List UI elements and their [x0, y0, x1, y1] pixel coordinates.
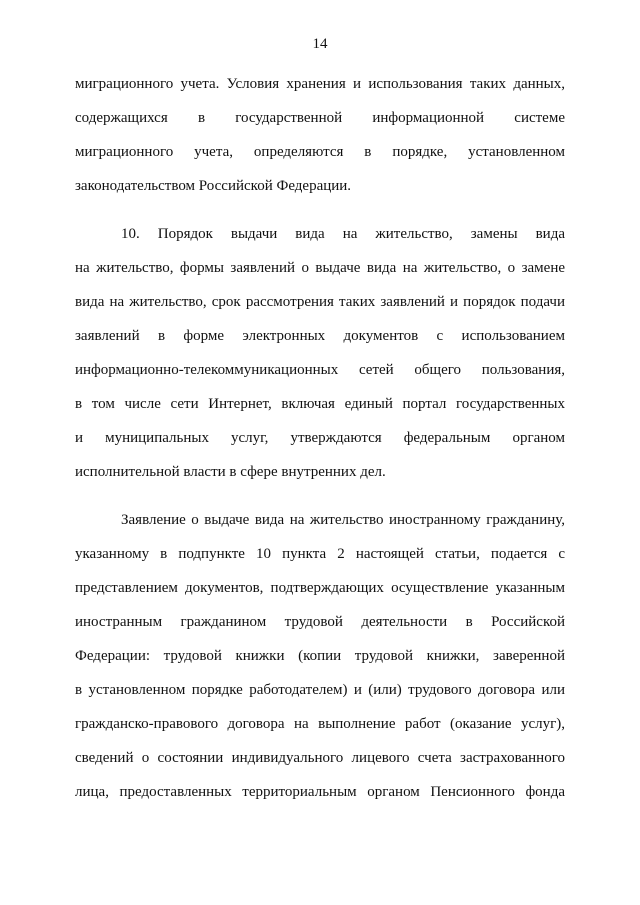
- text-line: сведений о состоянии индивидуального лицевого счета застрахованного: [75, 750, 565, 766]
- document-body: [75, 67, 565, 809]
- paragraph: [75, 217, 565, 489]
- text-line: информационно-телекоммуникационных сетей общего пользования,: [75, 362, 565, 378]
- text-line: указанному в подпункте 10 пункта 2 настоящей статьи, подается с: [75, 546, 565, 562]
- text-line: 10. Порядок выдачи вида на жительство, замены вида: [121, 226, 565, 242]
- text-line: законодательством Российской Федерации.: [75, 178, 352, 194]
- paragraph: [75, 67, 565, 203]
- text-line: содержащихся в государственной информационной системе: [75, 110, 565, 126]
- text-line: представлением документов, подтверждающих осуществление указанным: [75, 580, 565, 596]
- text-line: Федерации: трудовой книжки (копии трудовой книжки, заверенной: [75, 648, 565, 664]
- text-line: в установленном порядке работодателем) и (или) трудового договора или: [75, 682, 565, 698]
- text-line: исполнительной власти в сфере внутренних дел.: [75, 464, 386, 480]
- text-line: вида на жительство, срок рассмотрения таких заявлений и порядок подачи: [75, 294, 565, 310]
- text-line: миграционного учета. Условия хранения и использования таких данных,: [75, 76, 565, 92]
- text-line: на жительство, формы заявлений о выдаче вида на жительство, о замене: [75, 260, 565, 276]
- text-line: лица, предоставленных территориальным органом Пенсионного фонда: [75, 784, 565, 800]
- text-line: гражданско-правового договора на выполнение работ (оказание услуг),: [75, 716, 565, 732]
- text-line: Заявление о выдаче вида на жительство иностранному гражданину,: [121, 512, 565, 528]
- text-line: заявлений в форме электронных документов с использованием: [75, 328, 565, 344]
- text-line: иностранным гражданином трудовой деятельности в Российской: [75, 614, 565, 630]
- page-number: 14: [312, 36, 328, 52]
- text-line: и муниципальных услуг, утверждаются федеральным органом: [75, 430, 565, 446]
- text-line: в том числе сети Интернет, включая единый портал государственных: [75, 396, 565, 412]
- text-line: миграционного учета, определяются в порядке, установленном: [75, 144, 565, 160]
- paragraph: [75, 503, 565, 809]
